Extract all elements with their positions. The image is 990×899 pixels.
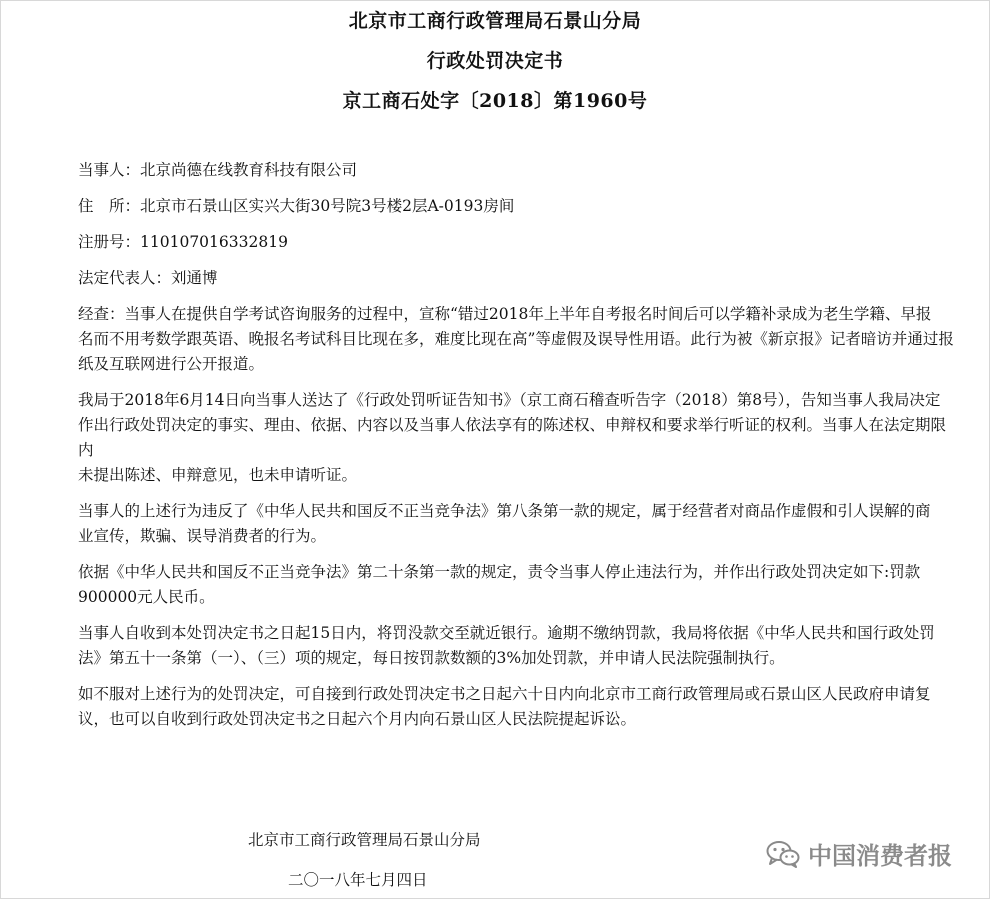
text-line: 议，也可以自收到行政处罚决定书之日起六个月内向石景山区人民法院提起诉讼。 <box>78 710 637 728</box>
text-line: 当事人自收到本处罚决定书之日起15日内，将罚没款交至就近银行。逾期不缴纳罚款，我局将依据《中华人民共和国行政处罚 <box>78 624 935 642</box>
text-line: 法》第五十一条第（一）、（三）项的规定，每日按罚款数额的3%加处罚款，并申请人民法院强制执行。 <box>78 649 785 667</box>
document-type-title: 行政处罚决定书 <box>426 50 564 72</box>
signature-agency: 北京市工商行政管理局石景山分局 <box>248 831 481 849</box>
field-legal-representative <box>78 266 958 291</box>
paragraph-payment <box>78 621 958 671</box>
text-line: 名而不用考数学跟英语、晚报名考试科目比现在多，难度比现在高”等虚假及误导性用语。此行为被《新京报》记者暗访并通过报 <box>78 330 954 348</box>
agency-title: 北京市工商行政管理局石景山分局 <box>348 10 642 32</box>
field-label: 法定代表人： <box>78 269 172 287</box>
watermark-text: 中国消费者报 <box>808 842 952 870</box>
text-line: 经查：当事人在提供自学考试咨询服务的过程中，宣称“错过2018年上半年自考报名时间后可以学籍补录成为老生学籍、早报 <box>78 305 932 323</box>
watermark <box>766 836 952 871</box>
paragraph-investigation <box>78 302 958 377</box>
text-line: 我局于2018年6月14日向当事人送达了《行政处罚听证告知书》（京工商石稽查听告字（2018）第8号），告知当事人我局决定 <box>78 391 941 409</box>
signature-date: 二〇一八年七月四日 <box>288 871 428 889</box>
text-line: 未提出陈述、申辩意见，也未申请听证。 <box>78 466 358 484</box>
text-line: 纸及互联网进行公开报道。 <box>78 355 265 373</box>
text-line: 如不服对上述行为的处罚决定，可自接到行政处罚决定书之日起六十日内向北京市工商行政管理局或石景山区人民政府申请复 <box>78 685 931 703</box>
field-value: 北京尚德在线教育科技有限公司 <box>140 161 358 179</box>
field-party <box>78 158 958 183</box>
paragraph-appeal <box>78 682 958 732</box>
field-value: 北京市石景山区实兴大街30号院3号楼2层A-0193房间 <box>140 197 515 215</box>
field-label: 注册号： <box>78 233 141 251</box>
document-body <box>78 158 958 743</box>
paragraph-penalty <box>78 560 958 610</box>
text-line: 业宣传，欺骗、误导消费者的行为。 <box>78 527 327 545</box>
field-label: 住 所： <box>78 197 141 215</box>
field-registration-number <box>78 230 958 255</box>
paragraph-hearing-notice <box>78 388 958 488</box>
field-value: 刘通博 <box>171 269 218 287</box>
paragraph-violation <box>78 499 958 549</box>
text-line: 作出行政处罚决定的事实、理由、依据、内容以及当事人依法享有的陈述权、申辩权和要求举行听证的权利。当事人在法定期限内 <box>78 416 947 459</box>
field-address <box>78 194 958 219</box>
text-line: 依据《中华人民共和国反不正当竞争法》第二十条第一款的规定，责令当事人停止违法行为，并作出行政处罚决定如下:罚款 <box>78 563 921 581</box>
text-line: 900000元人民币。 <box>78 588 215 606</box>
field-value: 110107016332819 <box>140 233 288 251</box>
field-label: 当事人： <box>78 161 141 179</box>
document-number: 京工商石处字〔2018〕第1960号 <box>342 90 648 112</box>
text-line: 当事人的上述行为违反了《中华人民共和国反不正当竞争法》第八条第一款的规定，属于经营者对商品作虚假和引人误解的商 <box>78 502 931 520</box>
wechat-icon <box>766 840 800 868</box>
